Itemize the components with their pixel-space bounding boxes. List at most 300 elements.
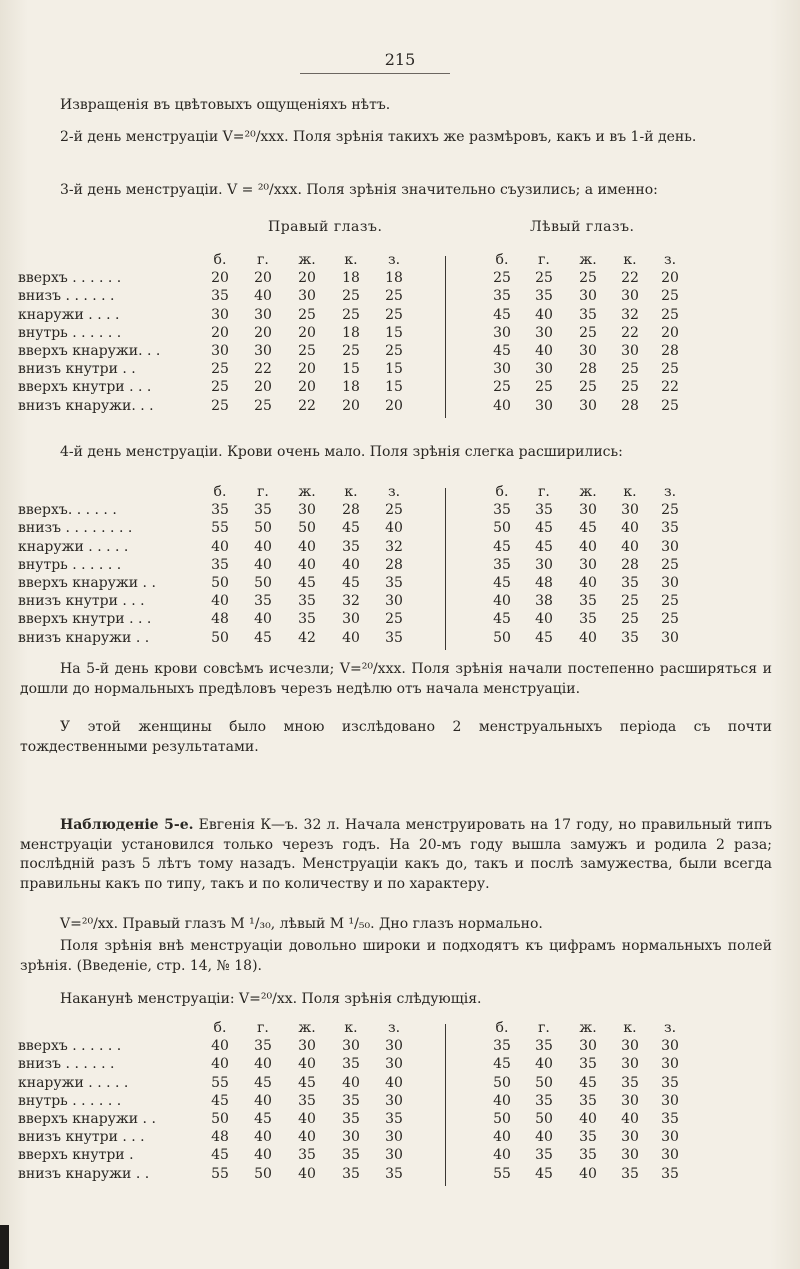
left-eye-value: 30 [535,361,553,378]
right-eye-value: 25 [211,397,229,414]
right-eye-value: 30 [342,611,360,628]
column-header: к. [623,1020,637,1036]
right-eye-value: 40 [342,556,360,573]
table-row [18,288,778,306]
left-eye-value: 35 [535,288,553,305]
right-eye-value: 35 [342,1056,360,1073]
column-header: ж. [298,252,316,268]
observation-paragraph [20,816,772,894]
row-label: внизъ . . . . . . [18,1056,115,1073]
left-eye-value: 25 [493,270,511,287]
column-header: б. [495,1020,509,1036]
column-header: з. [663,252,677,268]
column-header: з. [387,484,401,500]
right-eye-value: 55 [211,520,229,537]
column-header: ж. [298,484,316,500]
eye-divider [445,488,446,650]
right-eye-value: 35 [254,593,272,610]
left-eye-value: 30 [661,1129,679,1146]
left-eye-value: 30 [579,397,597,414]
right-eye-value: 45 [342,575,360,591]
left-eye-value: 45 [493,306,511,323]
right-eye-value: 30 [385,593,403,610]
paragraph: 3-й день менструаціи. V = ²⁰/ххх. Поля зрѣнія значительно съузились; а именно: [60,182,658,198]
right-eye-value: 45 [254,1111,272,1127]
left-eye-value: 35 [661,1111,679,1127]
left-eye-value: 35 [579,1092,597,1109]
table-row [18,520,778,538]
right-eye-value: 45 [342,520,360,537]
left-eye-value: 35 [621,629,639,646]
right-eye-value: 25 [385,611,403,628]
table-row [18,575,778,593]
paragraph: У этой женщины было мною изслѣдовано 2 менструальныхъ періода съ почти тождественными результатами. [20,719,772,755]
row-label: кнаружи . . . . . [18,538,129,555]
right-eye-value: 45 [298,1074,316,1091]
right-eye-value: 30 [385,1092,403,1109]
right-eye-value: 50 [211,575,229,591]
paragraph: 2-й день менструаціи V=²⁰/ххх. Поля зрѣнія такихъ же размѣровъ, какъ и въ 1-й день. [60,129,697,145]
left-eye-value: 30 [579,343,597,359]
left-eye-value: 35 [535,1092,553,1109]
left-eye-value: 45 [535,538,553,555]
right-eye-value: 25 [211,379,229,396]
right-eye-value: 30 [385,1056,403,1073]
right-eye-value: 30 [211,306,229,323]
right-eye-value: 35 [298,1092,316,1109]
left-eye-value: 25 [661,397,679,414]
left-eye-value: 50 [535,1074,553,1091]
left-eye-value: 38 [535,593,553,610]
right-eye-value: 18 [342,324,360,341]
column-header: г. [538,1020,550,1036]
right-eye-value: 30 [298,288,316,305]
left-eye-value: 30 [579,288,597,305]
left-eye-value: 40 [579,629,597,646]
left-eye-value: 30 [621,1056,639,1073]
right-eye-value: 20 [211,270,229,287]
table-row [18,630,778,648]
left-eye-value: 40 [493,1129,511,1146]
right-eye-value: 40 [385,1074,403,1091]
left-eye-value: 28 [579,361,597,378]
right-eye-value: 20 [254,379,272,396]
column-header: з. [387,252,401,268]
left-eye-value: 50 [535,1111,553,1127]
row-label: внизъ кнаружи . . [18,1165,150,1182]
left-eye-value: 20 [661,270,679,287]
right-eye-value: 35 [385,629,403,646]
left-eye-value: 40 [535,306,553,323]
row-label: вверхъ кнутри . . . [18,611,152,628]
left-eye-value: 35 [535,1147,553,1164]
left-eye-value: 55 [493,1165,511,1182]
table-row [18,611,778,629]
left-eye-value: 45 [493,343,511,359]
right-eye-value: 48 [211,611,229,628]
right-eye-value: 40 [342,629,360,646]
column-header: ж. [579,1020,597,1036]
left-eye-value: 40 [579,538,597,555]
row-label: внизъ кнаружи . . [18,629,150,646]
table-row [18,502,778,520]
right-eye-value: 30 [254,306,272,323]
right-eye-value: 15 [385,361,403,378]
column-header: з. [387,1020,401,1036]
right-eye-value: 45 [298,575,316,591]
row-label: внутрь . . . . . . [18,324,122,341]
left-eye-value: 30 [661,575,679,591]
left-eye-value: 35 [621,1165,639,1182]
left-eye-value: 35 [493,556,511,573]
left-eye-value: 30 [621,343,639,359]
left-eye-value: 40 [493,1147,511,1164]
right-eye-value: 50 [254,1165,272,1182]
table-row [18,325,778,343]
right-eye-value: 40 [254,1147,272,1164]
row-label: внутрь . . . . . . [18,556,122,573]
eye-divider [445,1024,446,1186]
right-eye-value: 32 [342,593,360,610]
table-row [18,270,778,288]
row-label: вверхъ кнаружи . . [18,575,156,591]
right-eye-value: 25 [385,343,403,359]
row-label: внизъ кнутри . . . [18,593,145,610]
left-eye-value: 35 [493,1038,511,1055]
right-eye-value: 40 [211,538,229,555]
right-eye-value: 35 [254,1038,272,1055]
right-eye-value: 40 [298,1111,316,1127]
observation-text: Евгенія К—ъ. 32 л. Начала менструировать на 17 году, но правильный типъ менструаціи установился только черезъ годъ. На 20-мъ году вышла замужъ и родила 2 раза; послѣдній разъ 5 лѣтъ тому назадъ. Менструаціи какъ до, такъ и послѣ замужества, были всегда правильны какъ по типу, такъ и по количеству и по характеру. [20,817,772,892]
paragraph: Наканунѣ менструаціи: V=²⁰/хх. Поля зрѣнія слѣдующія. [60,991,482,1007]
left-eye-value: 30 [661,1038,679,1055]
column-header: г. [257,252,269,268]
row-label: вверхъ кнаружи. . . [18,343,161,359]
left-eye-value: 30 [535,324,553,341]
left-eye-value: 22 [621,324,639,341]
row-label: внизъ . . . . . . [18,288,115,305]
right-eye-value: 40 [211,1038,229,1055]
table-row [18,1093,778,1111]
column-header: г. [538,484,550,500]
column-header: к. [623,252,637,268]
left-eye-value: 30 [621,1092,639,1109]
right-eye-value: 20 [342,397,360,414]
right-eye-value: 35 [211,288,229,305]
right-eye-value: 40 [298,1056,316,1073]
table-row [18,557,778,575]
left-eye-value: 40 [535,611,553,628]
left-eye-value: 40 [493,593,511,610]
right-eye-value: 30 [342,1129,360,1146]
left-eye-value: 45 [493,1056,511,1073]
right-eye-value: 35 [385,1111,403,1127]
table-row [18,1147,778,1165]
left-eye-value: 30 [535,397,553,414]
right-eye-value: 40 [298,538,316,555]
left-eye-value: 40 [621,520,639,537]
left-eye-value: 30 [661,1147,679,1164]
right-eye-value: 30 [385,1129,403,1146]
column-header: к. [344,484,358,500]
right-eye-value: 50 [211,1111,229,1127]
column-header: з. [663,484,677,500]
right-eye-value: 35 [342,1147,360,1164]
right-eye-value: 40 [254,611,272,628]
left-eye-value: 35 [579,1147,597,1164]
column-header: ж. [579,484,597,500]
left-eye-value: 35 [661,520,679,537]
right-eye-value: 40 [254,556,272,573]
left-eye-value: 30 [621,1147,639,1164]
right-eye-value: 25 [254,397,272,414]
left-eye-value: 30 [661,538,679,555]
left-eye-value: 45 [535,520,553,537]
table-row [18,593,778,611]
right-eye-value: 25 [385,502,403,519]
left-eye-value: 25 [661,502,679,519]
left-eye-value: 45 [493,611,511,628]
left-eye-value: 35 [579,1056,597,1073]
left-eye-value: 40 [535,1129,553,1146]
right-eye-value: 40 [254,1092,272,1109]
left-eye-value: 25 [661,361,679,378]
right-eye-value: 35 [298,611,316,628]
row-label: вверхъ . . . . . . [18,1038,122,1055]
right-eye-value: 25 [298,306,316,323]
left-eye-value: 45 [535,1165,553,1182]
left-eye-value: 25 [621,611,639,628]
row-label: внутрь . . . . . . [18,1092,122,1109]
right-eye-value: 48 [211,1129,229,1146]
row-label: кнаружи . . . . [18,306,120,323]
row-label: внизъ . . . . . . . . [18,520,133,537]
table-header-row [18,484,778,502]
column-header: к. [344,252,358,268]
column-header: б. [213,1020,227,1036]
left-eye-value: 40 [579,1165,597,1182]
right-eye-value: 35 [254,502,272,519]
right-eye-value: 40 [298,556,316,573]
left-eye-value: 25 [579,270,597,287]
left-eye-value: 45 [579,1074,597,1091]
observation-title: Наблюденіе 5-е. [60,817,194,833]
binding-edge [0,1225,9,1269]
row-label: кнаружи . . . . . [18,1074,129,1091]
right-eye-value: 30 [385,1038,403,1055]
left-eye-value: 25 [621,361,639,378]
right-eye-value: 35 [298,1147,316,1164]
left-eye-value: 45 [493,575,511,591]
left-eye-value: 30 [579,1038,597,1055]
right-eye-value: 30 [254,343,272,359]
right-eye-value: 45 [211,1092,229,1109]
column-header: г. [538,252,550,268]
page-number: 215 [384,50,416,69]
right-eye-value: 40 [211,1056,229,1073]
column-header: б. [495,252,509,268]
right-eye-value: 20 [254,270,272,287]
right-eye-value: 42 [298,629,316,646]
left-eye-value: 40 [621,1111,639,1127]
left-eye-value: 45 [493,538,511,555]
left-eye-value: 50 [493,1111,511,1127]
left-eye-value: 32 [621,306,639,323]
right-eye-value: 55 [211,1165,229,1182]
left-eye-value: 50 [493,629,511,646]
left-eye-value: 45 [579,520,597,537]
paragraph: Извращенія въ цвѣтовыхъ ощущеніяхъ нѣтъ. [60,97,391,113]
right-eye-value: 18 [342,379,360,396]
left-eye-value: 35 [661,1074,679,1091]
right-eye-value: 45 [211,1147,229,1164]
right-eye-value: 15 [342,361,360,378]
right-eye-value: 35 [342,1165,360,1182]
left-eye-value: 28 [621,397,639,414]
right-eye-value: 15 [385,379,403,396]
left-eye-value: 35 [579,593,597,610]
left-eye-value: 40 [621,538,639,555]
right-eye-value: 20 [211,324,229,341]
table-row [18,1111,778,1129]
right-eye-value: 50 [254,575,272,591]
visual-field-table [18,252,778,412]
left-eye-value: 40 [493,1092,511,1109]
table-row [18,361,778,379]
left-eye-value: 30 [621,288,639,305]
right-eye-value: 50 [211,629,229,646]
left-eye-value: 22 [661,379,679,396]
left-eye-value: 25 [661,611,679,628]
column-header: ж. [579,252,597,268]
left-eye-value: 40 [493,397,511,414]
right-eye-value: 50 [298,520,316,537]
left-eye-value: 35 [579,1129,597,1146]
left-eye-value: 35 [621,1074,639,1091]
paragraph: V=²⁰/хх. Правый глазъ M ¹/₃₀, лѣвый M ¹/₅₀. Дно глазъ нормально. [60,916,543,932]
row-label: вверхъ . . . . . . [18,270,122,287]
left-eye-value: 35 [579,306,597,323]
right-eye-value: 30 [385,1147,403,1164]
left-eye-value: 40 [535,1056,553,1073]
column-header: г. [257,484,269,500]
right-eye-value: 35 [342,1111,360,1127]
right-eye-value: 55 [211,1074,229,1091]
right-eye-value: 25 [342,306,360,323]
left-eye-value: 50 [493,1074,511,1091]
table-row [18,1038,778,1056]
right-eye-value: 20 [385,397,403,414]
header-rule [300,73,450,74]
right-eye-value: 20 [298,379,316,396]
right-eye-value: 40 [298,1165,316,1182]
left-eye-value: 30 [535,556,553,573]
left-eye-value: 35 [621,575,639,591]
left-eye-value: 35 [579,611,597,628]
right-eye-value: 35 [211,502,229,519]
right-eye-value: 30 [211,343,229,359]
right-eye-value: 40 [211,593,229,610]
left-eye-value: 25 [621,379,639,396]
left-eye-value: 35 [535,502,553,519]
visual-field-table [18,1020,778,1180]
right-eye-value: 25 [385,306,403,323]
paragraph: 4-й день менструаціи. Крови очень мало. Поля зрѣнія слегка расширились: [60,444,623,460]
table-row [18,343,778,361]
left-eye-value: 40 [535,343,553,359]
row-label: внизъ кнаружи. . . [18,397,154,414]
table-row [18,307,778,325]
left-eye-value: 25 [579,324,597,341]
paragraph: На 5-й день крови совсѣмъ исчезли; V=²⁰/ххх. Поля зрѣнія начали постепенно расширяться и дошли до нормальныхъ предѣловъ черезъ недѣлю отъ начала менструаціи. [20,661,772,697]
left-eye-value: 25 [535,379,553,396]
left-eye-value: 25 [661,288,679,305]
right-eye-value: 22 [298,397,316,414]
left-eye-value: 30 [579,556,597,573]
right-eye-value: 32 [385,538,403,555]
right-eye-value: 18 [385,270,403,287]
right-eye-value: 35 [385,1165,403,1182]
eye-divider [445,256,446,418]
row-label: внизъ кнутри . . [18,361,136,378]
left-eye-value: 40 [579,1111,597,1127]
right-eye-value: 25 [385,288,403,305]
right-eye-header: Правый глазъ. [268,219,383,235]
left-eye-value: 35 [493,502,511,519]
right-eye-value: 40 [342,1074,360,1091]
right-eye-value: 20 [298,324,316,341]
right-eye-value: 15 [385,324,403,341]
left-eye-value: 30 [661,629,679,646]
column-header: к. [623,484,637,500]
table-row [18,539,778,557]
left-eye-value: 25 [493,379,511,396]
right-eye-value: 30 [298,1038,316,1055]
left-eye-value: 30 [493,324,511,341]
row-label: вверхъ кнутри . [18,1147,134,1164]
right-eye-value: 25 [211,361,229,378]
right-eye-value: 35 [298,593,316,610]
right-eye-value: 40 [254,288,272,305]
left-eye-value: 30 [621,1038,639,1055]
left-eye-value: 40 [579,575,597,591]
right-eye-value: 18 [342,270,360,287]
table-row [18,1166,778,1184]
table-header-row [18,1020,778,1038]
right-eye-value: 25 [342,288,360,305]
table-row [18,1129,778,1147]
left-eye-value: 30 [579,502,597,519]
row-label: вверхъ кнутри . . . [18,379,152,396]
right-eye-value: 40 [254,1129,272,1146]
column-header: б. [213,484,227,500]
left-eye-value: 30 [661,1056,679,1073]
left-eye-value: 28 [661,343,679,359]
left-eye-value: 35 [661,1165,679,1182]
left-eye-value: 25 [661,593,679,610]
column-header: б. [495,484,509,500]
right-eye-value: 35 [342,538,360,555]
right-eye-value: 40 [254,1056,272,1073]
right-eye-value: 40 [254,538,272,555]
right-eye-value: 22 [254,361,272,378]
left-eye-value: 30 [621,1129,639,1146]
table-row [18,1075,778,1093]
right-eye-value: 20 [254,324,272,341]
right-eye-value: 35 [385,575,403,591]
right-eye-value: 28 [342,502,360,519]
left-eye-value: 22 [621,270,639,287]
